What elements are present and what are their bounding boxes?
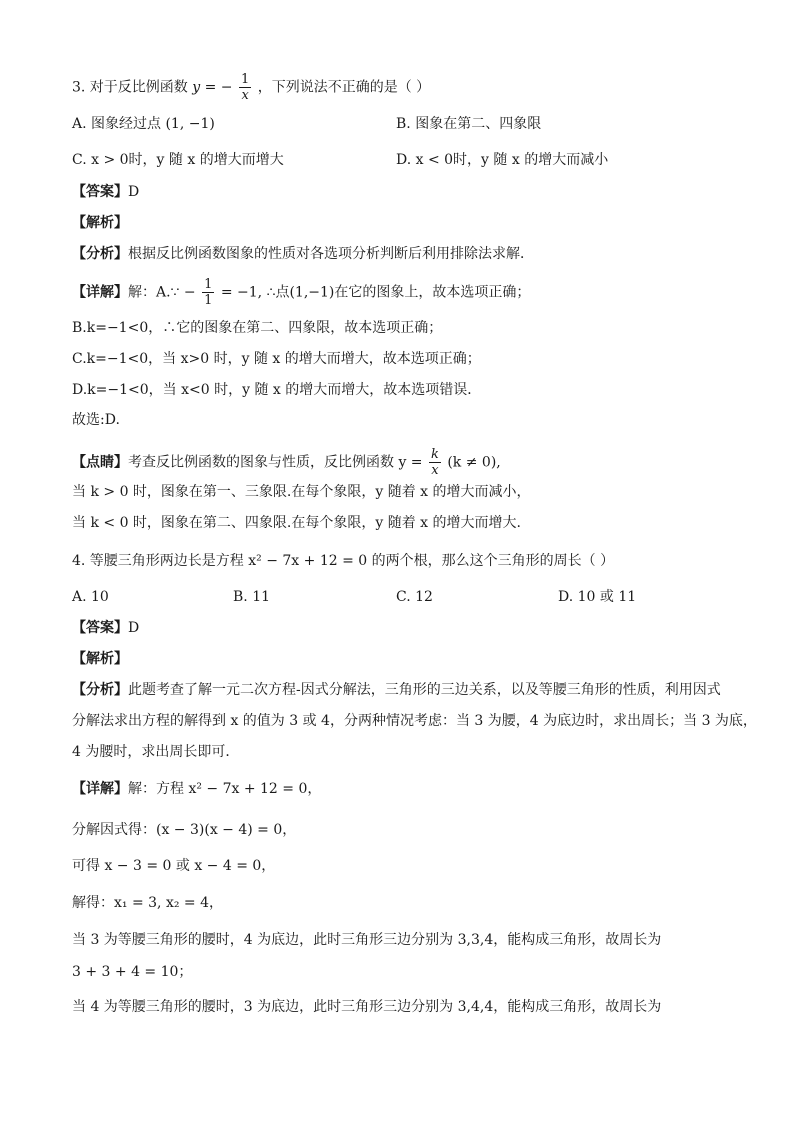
q4-option-c: C. 12 bbox=[396, 589, 433, 605]
q3-choose: 故选:D. bbox=[72, 412, 120, 428]
q4-analysis-tag: 【解析】 bbox=[72, 651, 128, 667]
q3-option-a: A. 图象经过点 (1, −1) bbox=[72, 116, 215, 132]
q4-fenxi-line2: 分解法求出方程的解得到 x 的值为 3 或 4，分两种情况考虑：当 3 为腰，4 为底边时，求出周长；当 3 为底， bbox=[72, 713, 757, 729]
q3-analysis-heading bbox=[72, 213, 128, 233]
q4-analysis-heading bbox=[72, 649, 128, 669]
q3-dianjing-line3: 当 k < 0 时，图象在第二、四象限.在每个象限，y 随着 x 的增大而增大. bbox=[72, 515, 521, 531]
q3-option-c: C. x > 0时，y 随 x 的增大而增大 bbox=[72, 152, 284, 168]
q4-answer bbox=[72, 618, 139, 638]
q3-dianjing-post: (k ≠ 0), bbox=[447, 454, 501, 471]
q4-xiangjie-tag: 【详解】 bbox=[72, 781, 128, 797]
q3-stem-numerator: 1 bbox=[241, 72, 250, 87]
q3-xiangjie-tag: 【详解】 bbox=[72, 284, 128, 301]
q4-case1-line1: 当 3 为等腰三角形的腰时，4 为底边，此时三角形三边分别为 3,3,4，能构成三角形，故周长为 bbox=[72, 932, 662, 948]
q3-dianjing-pre: 考查反比例函数的图象与性质，反比例函数 y = bbox=[128, 454, 423, 471]
q4-case1-line2: 3 + 3 + 4 = 10； bbox=[72, 964, 193, 980]
q4-stem: 4. 等腰三角形两边长是方程 x² − 7x + 12 = 0 的两个根，那么这个三角形的周长（ ） bbox=[72, 553, 615, 569]
q4-xiangjie bbox=[72, 779, 321, 799]
q4-step2: 可得 x − 3 = 0 或 x − 4 = 0， bbox=[72, 858, 276, 874]
q4-answer-tag: 【答案】 bbox=[72, 620, 128, 636]
q3-option-d: D. x < 0时，y 随 x 的增大而减小 bbox=[396, 152, 609, 168]
q3-dianjing-denominator: x bbox=[431, 463, 439, 478]
q3-dianjing-fraction bbox=[429, 447, 441, 478]
q3-line-c: C.k=−1<0，当 x>0 时，y 随 x 的增大而增大，故本选项正确； bbox=[72, 351, 481, 367]
q3-stem-fraction bbox=[239, 72, 251, 103]
q3-dianjing-line2: 当 k > 0 时，图象在第一、三象限.在每个象限，y 随着 x 的增大而减小， bbox=[72, 484, 531, 500]
q4-fenxi-tag: 【分析】 bbox=[72, 682, 128, 698]
q4-option-b: B. 11 bbox=[233, 589, 271, 605]
q4-xiangjie-text: 解：方程 x² − 7x + 12 = 0， bbox=[128, 781, 322, 797]
q3-xiangjie-denominator: 1 bbox=[204, 293, 213, 308]
q3-stem-func-lhs: y = − bbox=[192, 79, 233, 96]
q4-answer-value: D bbox=[128, 620, 140, 636]
q3-answer-tag: 【答案】 bbox=[72, 184, 128, 200]
q3-dianjing-tag: 【点睛】 bbox=[72, 454, 128, 471]
q3-xiangjie bbox=[72, 277, 530, 308]
q3-stem bbox=[72, 72, 430, 103]
q4-fenxi-line3: 4 为腰时，求出周长即可． bbox=[72, 744, 240, 760]
q3-xiangjie-numerator: 1 bbox=[204, 277, 213, 292]
q4-case2-line1: 当 4 为等腰三角形的腰时，3 为底边，此时三角形三边分别为 3,4,4，能构成三角形，故周长为 bbox=[72, 999, 662, 1015]
q4-option-a: A. 10 bbox=[72, 589, 109, 605]
q3-line-b: B.k=−1<0，∴它的图象在第二、四象限，故本选项正确； bbox=[72, 320, 443, 336]
q4-fenxi bbox=[72, 680, 721, 700]
q3-stem-post: ，下列说法不正确的是（ ） bbox=[257, 79, 431, 96]
q3-xiangjie-fraction bbox=[202, 277, 214, 308]
q3-xiangjie-pre: 解：A.∵ − bbox=[128, 284, 196, 301]
q3-dianjing bbox=[72, 447, 501, 478]
q3-xiangjie-post: = −1, ∴点(1,−1)在它的图象上，故本选项正确； bbox=[220, 284, 531, 301]
q3-option-b: B. 图象在第二、四象限 bbox=[396, 116, 542, 132]
q3-fenxi-tag: 【分析】 bbox=[72, 246, 128, 262]
q4-option-d: D. 10 或 11 bbox=[558, 589, 637, 605]
q4-step3: 解得：x₁ = 3, x₂ = 4， bbox=[72, 895, 223, 911]
q3-answer bbox=[72, 182, 139, 202]
q4-step1: 分解因式得：(x − 3)(x − 4) = 0， bbox=[72, 822, 297, 838]
q3-line-d: D.k=−1<0，当 x<0 时，y 随 x 的增大而增大，故本选项错误． bbox=[72, 382, 482, 398]
q3-fenxi bbox=[72, 244, 534, 264]
q4-fenxi-line1: 此题考查了解一元二次方程-因式分解法，三角形的三边关系，以及等腰三角形的性质，利用因式 bbox=[128, 682, 721, 698]
q3-stem-denominator: x bbox=[241, 88, 249, 103]
q3-fenxi-text: 根据反比例函数图象的性质对各选项分析判断后利用排除法求解． bbox=[128, 246, 534, 262]
q3-dianjing-numerator: k bbox=[431, 447, 439, 462]
q3-answer-value: D bbox=[128, 184, 140, 200]
q3-stem-pre: 3. 对于反比例函数 bbox=[72, 79, 188, 96]
q3-analysis-tag: 【解析】 bbox=[72, 215, 128, 231]
